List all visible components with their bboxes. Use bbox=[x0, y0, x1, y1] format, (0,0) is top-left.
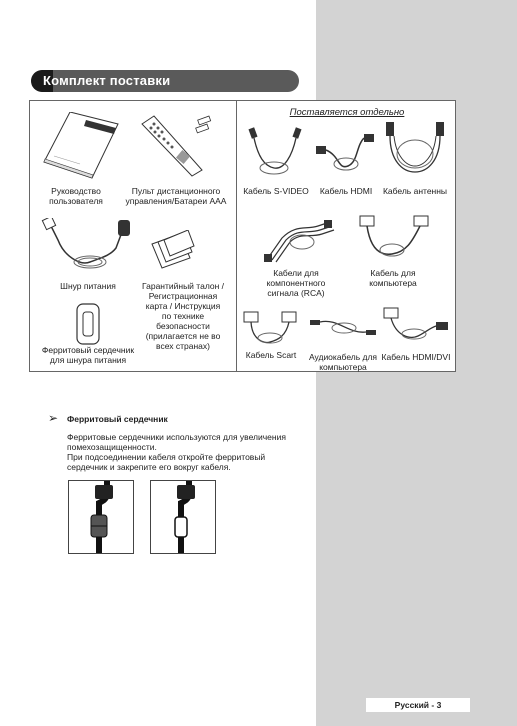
ferrite-open-photo bbox=[150, 480, 216, 554]
section-title: Комплект поставки bbox=[43, 73, 171, 88]
power-cord-icon bbox=[40, 218, 136, 276]
svideo-label: Кабель S-VIDEO bbox=[243, 186, 309, 196]
note-title: Ферритовый сердечник bbox=[67, 414, 168, 424]
scart-label: Кабель Scart bbox=[245, 350, 297, 360]
ferrite-open-icon bbox=[151, 481, 215, 553]
audio-cable-icon bbox=[308, 310, 378, 342]
section-title-bar bbox=[31, 70, 299, 92]
hdmi-cable-icon bbox=[314, 126, 376, 180]
warranty-cards-icon bbox=[148, 230, 196, 270]
ferrite-core-label: Ферритовый сердечник для шнура питания bbox=[41, 345, 135, 365]
page-footer: Русский - 3 bbox=[366, 698, 470, 712]
component-cable-icon bbox=[262, 218, 336, 264]
hdmi-dvi-label: Кабель HDMI/DVI bbox=[381, 352, 451, 362]
hdmi-label: Кабель HDMI bbox=[319, 186, 373, 196]
antenna-cable-icon bbox=[382, 120, 448, 180]
hdmi-dvi-cable-icon bbox=[382, 306, 452, 346]
manual-label: Руководство пользователя bbox=[49, 186, 103, 206]
svideo-cable-icon bbox=[244, 126, 306, 180]
manual-icon bbox=[40, 112, 122, 180]
separately-title: Поставляется отдельно bbox=[289, 107, 405, 118]
ferrite-closed-icon bbox=[69, 481, 133, 553]
component-label: Кабели для компонентного сигнала (RCA) bbox=[266, 268, 326, 298]
pc-cable-icon bbox=[356, 214, 432, 262]
remote-icon bbox=[140, 112, 214, 178]
ferrite-closed-photo bbox=[68, 480, 134, 554]
note-paragraph-2: При подсоединении кабеля откройте ферритовый сердечник и закрепите его вокруг кабеля. bbox=[67, 452, 266, 472]
remote-label: Пульт дистанционного управления/Батареи AAA bbox=[125, 186, 227, 206]
scart-cable-icon bbox=[240, 308, 300, 348]
warranty-label: Гарантийный талон / Регистрационная карта / Инструкция по технике безопасности (прилагается не во всех странах) bbox=[141, 281, 225, 351]
audio-label: Аудиокабель для компьютера bbox=[308, 352, 378, 372]
power-cord-label: Шнур питания bbox=[60, 281, 116, 291]
note-paragraph-1: Ферритовые сердечники используются для увеличения помехозащищенности. bbox=[67, 432, 286, 452]
antenna-label: Кабель антенны bbox=[382, 186, 448, 196]
pc-label: Кабель для компьютера bbox=[369, 268, 417, 288]
ferrite-core-icon bbox=[74, 302, 102, 346]
note-arrow-icon: ➢ bbox=[48, 411, 59, 425]
